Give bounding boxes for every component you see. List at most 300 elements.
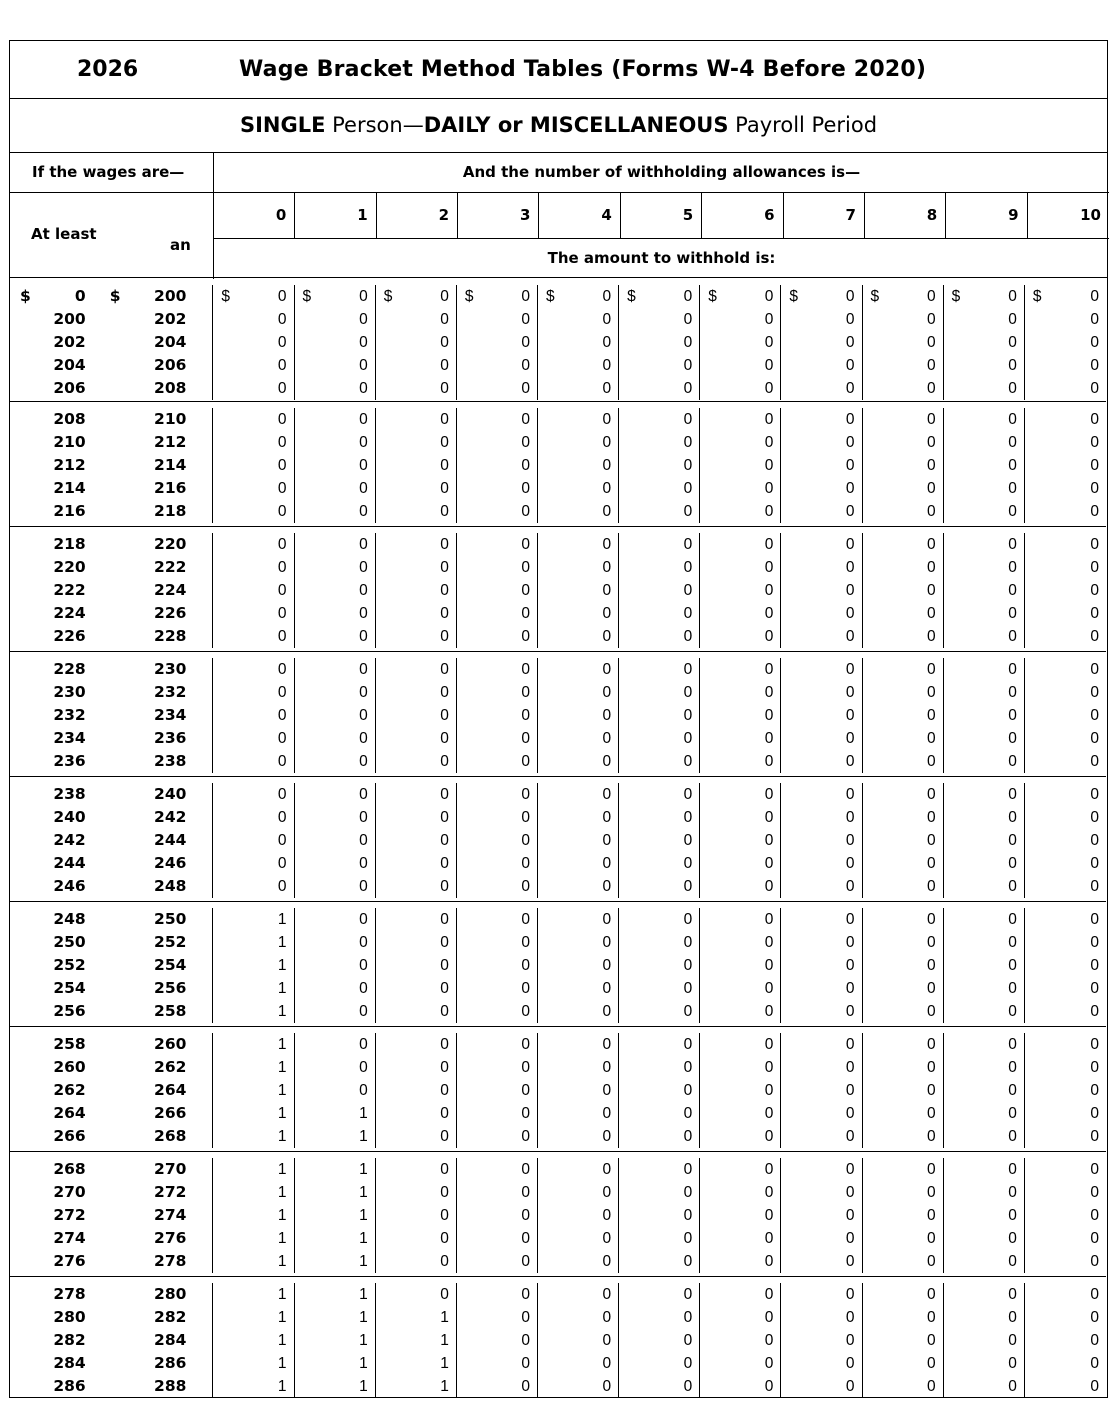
- withholding-amount: 0: [700, 727, 781, 750]
- withholding-amount: 0: [1090, 1286, 1099, 1303]
- row-group: [10, 1277, 1106, 1402]
- withholding-amount: 0: [944, 875, 1025, 898]
- withholding-amount: 0: [538, 1352, 619, 1375]
- withholding-amount: 0: [457, 331, 538, 354]
- withholding-amount: 0: [619, 750, 700, 773]
- withholding-amount: 0: [213, 331, 294, 354]
- withholding-amount: 0: [619, 681, 700, 704]
- table-row: [10, 308, 1106, 331]
- withholding-amount: $ 0: [376, 285, 457, 308]
- withholding-amount: 0: [376, 1102, 457, 1125]
- withholding-amount: 0: [1090, 457, 1099, 474]
- withholding-amount: 0: [700, 1306, 781, 1329]
- wage-but-less-than: 254: [112, 954, 214, 977]
- withholding-amount: 0: [781, 477, 862, 500]
- withholding-amount: 0: [538, 1181, 619, 1204]
- withholding-amount: 0: [781, 1375, 862, 1398]
- withholding-amount: 0: [376, 579, 457, 602]
- withholding-amount: 0: [538, 931, 619, 954]
- withholding-amount: 0: [295, 931, 376, 954]
- withholding-amount: 0: [944, 331, 1025, 354]
- withholding-amount: 0: [619, 1306, 700, 1329]
- withholding-amount: 0: [944, 1102, 1025, 1125]
- withholding-amount: 0: [295, 331, 376, 354]
- withholding-amount: 0: [457, 1329, 538, 1352]
- withholding-amount: $ 0: [295, 285, 376, 308]
- withholding-amount: 0: [944, 727, 1025, 750]
- withholding-amount: 1: [295, 1250, 376, 1273]
- withholding-amount: 0: [781, 750, 862, 773]
- withholding-amount: 0: [619, 806, 700, 829]
- withholding-amount: 0: [376, 533, 457, 556]
- withholding-amount: 0: [295, 454, 376, 477]
- withholding-amount: 1: [213, 1102, 294, 1125]
- withholding-amount: 0: [1090, 357, 1099, 374]
- withholding-amount: 0: [376, 602, 457, 625]
- withholding-amount: 0: [538, 681, 619, 704]
- withholding-amount: 0: [863, 354, 944, 377]
- wage-but-less-than: 224: [112, 579, 214, 602]
- withholding-amount: 0: [619, 954, 700, 977]
- withholding-amount: 0: [781, 977, 862, 1000]
- wage-at-least: 278: [53, 1285, 86, 1303]
- withholding-amount: 1: [213, 1000, 294, 1023]
- withholding-amount: 0: [863, 977, 944, 1000]
- withholding-amount: 0: [457, 908, 538, 931]
- wage-but-less-than: 272: [112, 1181, 214, 1204]
- withholding-amount: 0: [700, 1079, 781, 1102]
- withholding-amount: 0: [538, 308, 619, 331]
- withholding-amount: 0: [781, 704, 862, 727]
- withholding-amount: 0: [781, 408, 862, 431]
- withholding-amount: 0: [700, 1056, 781, 1079]
- withholding-amount: 0: [1090, 1230, 1099, 1247]
- withholding-amount: 0: [863, 750, 944, 773]
- withholding-amount: 0: [619, 1329, 700, 1352]
- wage-at-least: 240: [53, 808, 86, 826]
- withholding-amount: 0: [376, 681, 457, 704]
- withholding-amount: 0: [1090, 1332, 1099, 1349]
- withholding-amount: 0: [1090, 559, 1099, 576]
- withholding-amount: 0: [1090, 582, 1099, 599]
- withholding-amount: 0: [376, 727, 457, 750]
- withholding-amount: 0: [457, 783, 538, 806]
- table-row: [10, 806, 1106, 829]
- row-group: [10, 777, 1106, 902]
- but-less-than-label: an: [170, 236, 191, 254]
- wage-at-least: 282: [53, 1331, 86, 1349]
- withholding-amount: 0: [700, 431, 781, 454]
- withholding-amount: 0: [944, 602, 1025, 625]
- withholding-amount: 0: [213, 579, 294, 602]
- withholding-amount: $ 0: [1032, 288, 1099, 305]
- withholding-amount: 0: [213, 727, 294, 750]
- wage-at-least: 226: [53, 627, 86, 645]
- withholding-amount: 1: [213, 1375, 294, 1398]
- withholding-amount: 0: [1090, 334, 1099, 351]
- wage-at-least: 216: [53, 502, 86, 520]
- withholding-amount: 1: [295, 1375, 376, 1398]
- withholding-amount: 0: [700, 477, 781, 500]
- withholding-amount: 0: [457, 454, 538, 477]
- withholding-amount: 0: [213, 658, 294, 681]
- withholding-amount: 0: [538, 602, 619, 625]
- withholding-amount: 0: [1090, 1355, 1099, 1372]
- withholding-amount: 0: [213, 477, 294, 500]
- withholding-amount: 0: [700, 1102, 781, 1125]
- wage-at-least: 254: [53, 979, 86, 997]
- withholding-amount: 0: [863, 331, 944, 354]
- table-row: [10, 908, 1106, 931]
- withholding-amount: 0: [781, 1181, 862, 1204]
- withholding-amount: 0: [295, 704, 376, 727]
- withholding-amount: 0: [944, 806, 1025, 829]
- withholding-amount: 0: [944, 704, 1025, 727]
- withholding-amount: 0: [944, 1306, 1025, 1329]
- withholding-amount: 0: [781, 1125, 862, 1148]
- withholding-amount: 0: [863, 658, 944, 681]
- wage-at-least: 262: [53, 1081, 86, 1099]
- withholding-amount: 0: [781, 500, 862, 523]
- withholding-amount: 0: [295, 908, 376, 931]
- table-row: [10, 1375, 1106, 1398]
- withholding-amount: 0: [376, 1158, 457, 1181]
- withholding-amount: 0: [944, 1000, 1025, 1023]
- withholding-amount: 0: [781, 1352, 862, 1375]
- withholding-amount: 0: [944, 377, 1025, 400]
- wage-at-least: 272: [53, 1206, 86, 1224]
- wage-at-least: 206: [53, 379, 86, 397]
- wage-but-less-than: 278: [112, 1250, 214, 1273]
- withholding-amount: 0: [538, 533, 619, 556]
- withholding-amount: 0: [376, 829, 457, 852]
- wage-but-less-than: 252: [112, 931, 214, 954]
- withholding-amount: 0: [619, 377, 700, 400]
- withholding-amount: 0: [295, 500, 376, 523]
- withholding-amount: 0: [538, 556, 619, 579]
- wage-at-least: 284: [53, 1354, 86, 1372]
- withholding-amount: 0: [376, 1181, 457, 1204]
- withholding-amount: 1: [295, 1227, 376, 1250]
- row-group: [10, 1027, 1106, 1152]
- withholding-amount: 0: [781, 377, 862, 400]
- withholding-amount: 0: [944, 354, 1025, 377]
- table-row: [10, 625, 1106, 648]
- withholding-amount: 0: [700, 1033, 781, 1056]
- withholding-amount: 0: [538, 331, 619, 354]
- withholding-amount: 0: [1090, 1207, 1099, 1224]
- withholding-amount: 0: [700, 704, 781, 727]
- withholding-amount: 0: [376, 875, 457, 898]
- withholding-amount: 0: [944, 783, 1025, 806]
- withholding-amount: 0: [944, 1204, 1025, 1227]
- wage-but-less-than: 242: [112, 806, 214, 829]
- withholding-amount: 0: [213, 829, 294, 852]
- payroll-period: DAILY or MISCELLANEOUS: [423, 113, 729, 137]
- wage-at-least: 286: [53, 1377, 86, 1395]
- table-row: [10, 704, 1106, 727]
- withholding-amount: 0: [700, 931, 781, 954]
- withholding-amount: 0: [213, 408, 294, 431]
- withholding-amount: 0: [213, 556, 294, 579]
- wage-but-less-than: 206: [112, 354, 214, 377]
- withholding-amount: 0: [538, 1033, 619, 1056]
- wage-but-less-than: 238: [112, 750, 214, 773]
- withholding-amount: 1: [295, 1329, 376, 1352]
- withholding-amount: 0: [538, 704, 619, 727]
- withholding-amount: 1: [376, 1329, 457, 1352]
- withholding-amount: 0: [863, 579, 944, 602]
- withholding-amount: 0: [781, 602, 862, 625]
- withholding-amount: 0: [457, 1125, 538, 1148]
- withholding-amount: 0: [457, 602, 538, 625]
- withholding-amount: 0: [781, 806, 862, 829]
- table-row: [10, 750, 1106, 773]
- withholding-amount: 0: [700, 1375, 781, 1398]
- table-row: [10, 1056, 1106, 1079]
- filing-status: SINGLE: [239, 113, 326, 137]
- table-row: [10, 681, 1106, 704]
- withholding-amount: 0: [944, 1250, 1025, 1273]
- table-year: 2026: [77, 57, 139, 82]
- withholding-amount: 1: [295, 1283, 376, 1306]
- wage-bracket-table: [9, 40, 1108, 1398]
- withholding-amount: 0: [944, 1352, 1025, 1375]
- withholding-amount: 0: [781, 1250, 862, 1273]
- table-row: [10, 431, 1106, 454]
- withholding-amount: 0: [1090, 1059, 1099, 1076]
- withholding-amount: 0: [700, 750, 781, 773]
- withholding-amount: 0: [538, 954, 619, 977]
- withholding-amount: 0: [376, 1125, 457, 1148]
- withholding-amount: 0: [376, 908, 457, 931]
- wage-at-least: 246: [53, 877, 86, 895]
- wage-but-less-than: 248: [112, 875, 214, 898]
- withholding-amount: 0: [538, 658, 619, 681]
- withholding-amount: 0: [863, 1000, 944, 1023]
- withholding-amount: 1: [213, 1033, 294, 1056]
- withholding-amount: 0: [700, 1181, 781, 1204]
- withholding-amount: 0: [457, 431, 538, 454]
- withholding-amount: 1: [213, 1158, 294, 1181]
- wage-but-less-than: 208: [112, 377, 214, 400]
- table-row: [10, 727, 1106, 750]
- wage-but-less-than: 234: [112, 704, 214, 727]
- withholding-amount: 0: [376, 852, 457, 875]
- wage-at-least: 200: [53, 310, 86, 328]
- withholding-amount: 0: [781, 829, 862, 852]
- withholding-amount: 0: [295, 1079, 376, 1102]
- withholding-amount: 0: [213, 875, 294, 898]
- withholding-amount: 1: [295, 1306, 376, 1329]
- withholding-amount: 0: [1090, 911, 1099, 928]
- withholding-amount: 0: [213, 500, 294, 523]
- withholding-amount: 0: [944, 954, 1025, 977]
- withholding-amount: 0: [700, 783, 781, 806]
- withholding-amount: 0: [457, 1306, 538, 1329]
- withholding-amount: 0: [944, 500, 1025, 523]
- withholding-amount: 0: [295, 1033, 376, 1056]
- withholding-amount: 0: [619, 354, 700, 377]
- allowance-column-header: 8: [865, 193, 946, 238]
- withholding-amount: 0: [619, 977, 700, 1000]
- withholding-amount: 0: [700, 1352, 781, 1375]
- withholding-amount: 0: [213, 308, 294, 331]
- withholding-amount: 0: [457, 1375, 538, 1398]
- withholding-amount: 0: [781, 625, 862, 648]
- withholding-amount: 0: [700, 681, 781, 704]
- withholding-amount: 0: [538, 1125, 619, 1148]
- withholding-amount: 0: [376, 408, 457, 431]
- withholding-amount: 0: [619, 625, 700, 648]
- withholding-amount: 0: [457, 1283, 538, 1306]
- withholding-amount: 0: [781, 852, 862, 875]
- withholding-amount: 0: [619, 783, 700, 806]
- withholding-amount: 0: [1090, 536, 1099, 553]
- wage-but-less-than: 222: [112, 556, 214, 579]
- wage-at-least: 274: [53, 1229, 86, 1247]
- withholding-amount: 0: [619, 308, 700, 331]
- withholding-amount: 0: [944, 408, 1025, 431]
- withholding-amount: 0: [295, 658, 376, 681]
- withholding-amount: 0: [538, 454, 619, 477]
- withholding-amount: 0: [457, 829, 538, 852]
- withholding-amount: 0: [295, 354, 376, 377]
- table-row: [10, 829, 1106, 852]
- withholding-amount: 0: [700, 977, 781, 1000]
- table-row: [10, 852, 1106, 875]
- withholding-amount: 0: [700, 500, 781, 523]
- withholding-amount: 0: [376, 1000, 457, 1023]
- allowance-column-header: 4: [539, 193, 620, 238]
- withholding-amount: 1: [295, 1158, 376, 1181]
- wage-at-least: 222: [53, 581, 86, 599]
- withholding-amount: 0: [863, 829, 944, 852]
- table-row: [10, 1227, 1106, 1250]
- withholding-amount: 0: [863, 954, 944, 977]
- withholding-amount: 0: [944, 750, 1025, 773]
- withholding-amount: 1: [213, 1056, 294, 1079]
- withholding-amount: 0: [457, 681, 538, 704]
- withholding-amount: 0: [538, 806, 619, 829]
- wage-but-less-than: 228: [112, 625, 214, 648]
- withholding-amount: 0: [457, 750, 538, 773]
- withholding-amount: 0: [457, 806, 538, 829]
- wage-at-least: 228: [53, 660, 86, 678]
- withholding-amount: 0: [295, 954, 376, 977]
- withholding-amount: 0: [619, 1125, 700, 1148]
- table-row: [10, 1250, 1106, 1273]
- withholding-amount: 0: [619, 533, 700, 556]
- table-row: [10, 1283, 1106, 1306]
- withholding-amount: 0: [538, 852, 619, 875]
- table-row: [10, 331, 1106, 354]
- withholding-amount: 0: [700, 556, 781, 579]
- allowance-column-header: 7: [784, 193, 865, 238]
- withholding-amount: 1: [213, 1329, 294, 1352]
- wage-but-less-than: 282: [112, 1306, 214, 1329]
- withholding-amount: 0: [213, 681, 294, 704]
- withholding-amount: 1: [213, 1306, 294, 1329]
- withholding-amount: 0: [619, 704, 700, 727]
- withholding-amount: 0: [295, 431, 376, 454]
- withholding-amount: 0: [863, 1125, 944, 1148]
- withholding-amount: 0: [619, 500, 700, 523]
- withholding-amount: 0: [538, 1158, 619, 1181]
- wage-but-less-than: 280: [112, 1283, 214, 1306]
- withholding-amount: 0: [619, 454, 700, 477]
- withholding-amount: 0: [376, 783, 457, 806]
- withholding-amount: 0: [863, 783, 944, 806]
- withholding-amount: 0: [538, 977, 619, 1000]
- withholding-amount: 0: [1090, 1309, 1099, 1326]
- withholding-amount: 0: [538, 1056, 619, 1079]
- withholding-amount: 0: [457, 477, 538, 500]
- wage-at-least: 260: [53, 1058, 86, 1076]
- withholding-amount: 0: [700, 354, 781, 377]
- wage-at-least: 268: [53, 1160, 86, 1178]
- wage-but-less-than: 288: [112, 1375, 214, 1398]
- withholding-amount: 0: [781, 931, 862, 954]
- withholding-amount: 0: [619, 1181, 700, 1204]
- withholding-amount: 0: [1090, 1082, 1099, 1099]
- withholding-amount: 0: [376, 556, 457, 579]
- withholding-amount: 0: [700, 1000, 781, 1023]
- withholding-amount: 0: [781, 1056, 862, 1079]
- withholding-amount: 1: [376, 1306, 457, 1329]
- withholding-amount: 1: [295, 1181, 376, 1204]
- withholding-amount: 0: [457, 931, 538, 954]
- withholding-amount: 1: [376, 1375, 457, 1398]
- withholding-amount: 0: [457, 1204, 538, 1227]
- withholding-amount: 0: [944, 1056, 1025, 1079]
- table-row: [10, 354, 1106, 377]
- withholding-amount: 0: [213, 602, 294, 625]
- withholding-amount: 0: [1090, 1161, 1099, 1178]
- table-row: [10, 377, 1106, 400]
- withholding-amount: 0: [1090, 1253, 1099, 1270]
- withholding-amount: 0: [376, 977, 457, 1000]
- withholding-amount: 0: [781, 681, 862, 704]
- withholding-amount: 1: [213, 1181, 294, 1204]
- wage-at-least: 202: [53, 333, 86, 351]
- withholding-amount: 0: [700, 1227, 781, 1250]
- allowance-column-header: 5: [621, 193, 702, 238]
- withholding-amount: 0: [700, 408, 781, 431]
- wage-but-less-than: 258: [112, 1000, 214, 1023]
- withholding-amount: 0: [781, 1102, 862, 1125]
- withholding-amount: 0: [538, 431, 619, 454]
- wage-at-least: 252: [53, 956, 86, 974]
- withholding-amount: 0: [1090, 434, 1099, 451]
- withholding-amount: 0: [538, 1250, 619, 1273]
- withholding-amount: 0: [619, 579, 700, 602]
- wage-but-less-than: 204: [112, 331, 214, 354]
- withholding-amount: 0: [295, 377, 376, 400]
- withholding-amount: 0: [295, 806, 376, 829]
- withholding-amount: 0: [295, 533, 376, 556]
- withholding-amount: 0: [863, 852, 944, 875]
- withholding-amount: 0: [781, 1306, 862, 1329]
- table-row: [10, 477, 1106, 500]
- table-row: [10, 1204, 1106, 1227]
- withholding-amount: 0: [538, 1102, 619, 1125]
- withholding-amount: 0: [376, 658, 457, 681]
- withholding-amount: 0: [944, 308, 1025, 331]
- withholding-amount: 0: [457, 354, 538, 377]
- withholding-amount: $ 0: [781, 285, 862, 308]
- table-row: [10, 533, 1106, 556]
